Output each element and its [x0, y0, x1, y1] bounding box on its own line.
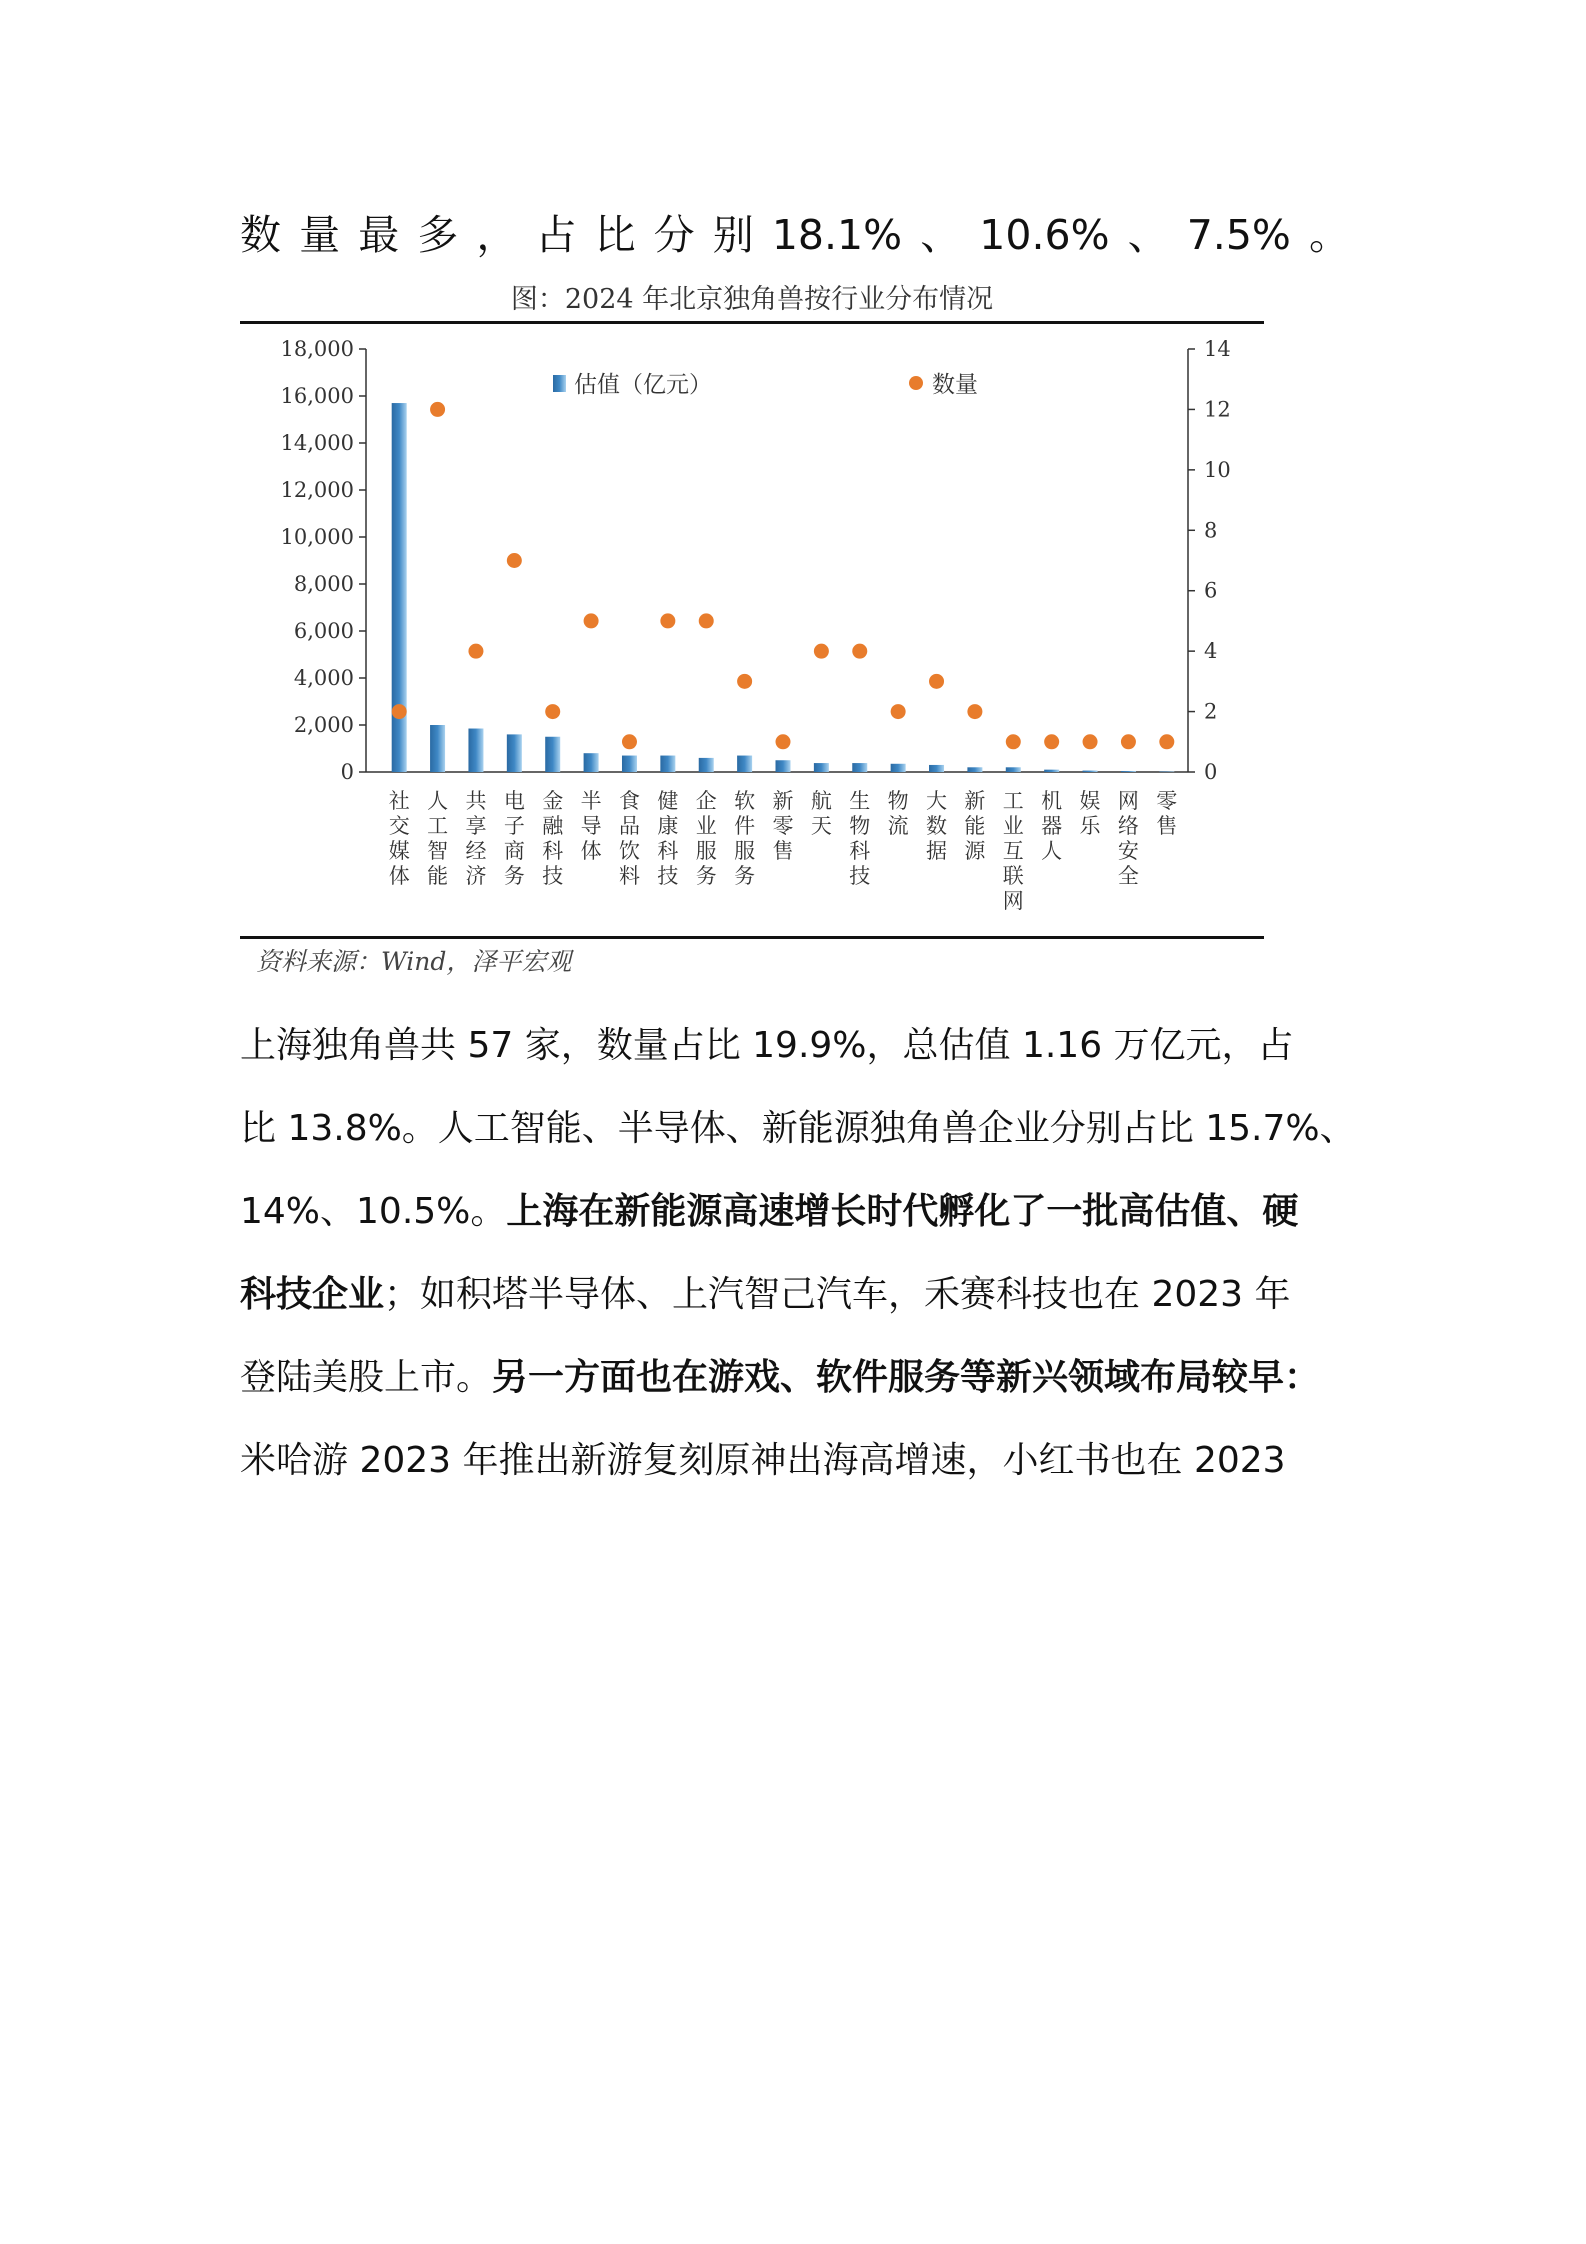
text: 上海独角兽共 57 家，数量占比 19.9%，总估值 1.16 万亿元，占 [240, 1025, 1294, 1066]
category-label-char: 体 [388, 864, 410, 888]
count-dot [660, 613, 675, 628]
category-label-char: 科 [849, 839, 871, 863]
unicorn-industry-chart [240, 325, 1264, 935]
valuation-bar [967, 767, 982, 772]
category-label-char: 半 [580, 789, 602, 813]
valuation-bar [1083, 771, 1098, 772]
category-labels [389, 789, 1178, 913]
valuation-bar [660, 756, 675, 772]
category-label-char: 工 [427, 814, 449, 838]
category-label-char: 技 [657, 864, 679, 888]
category-label-char: 务 [695, 864, 717, 888]
left-tick-label: 18,000 [280, 337, 354, 361]
figure-bottom-rule [240, 936, 1264, 939]
left-tick-label: 8,000 [293, 572, 354, 596]
intro-token: 18.1% [771, 211, 903, 259]
figure-title: 图：2024 年北京独角兽按行业分布情况 [510, 284, 994, 315]
bold-text: 上海在新能源高速增长时代孵化了一批高估值、硬 [506, 1191, 1299, 1232]
left-tick-label: 10,000 [280, 525, 354, 549]
valuation-bar [1159, 772, 1174, 773]
valuation-bar [1044, 770, 1059, 772]
right-tick-label: 14 [1204, 337, 1231, 361]
intro-token: 。 [1308, 211, 1350, 259]
count-dot [814, 644, 829, 659]
intro-token: 多 [417, 211, 459, 259]
category-label-char: 料 [618, 864, 640, 888]
right-tick-label: 2 [1204, 699, 1218, 724]
category-label-char: 大 [926, 789, 948, 813]
category-label-char: 网 [1002, 889, 1024, 913]
paragraph-line [240, 1087, 1355, 1170]
count-dot [622, 734, 637, 749]
paragraph-line [240, 1336, 1355, 1419]
category-label-char: 乐 [1079, 814, 1101, 838]
count-dot [545, 704, 560, 719]
category-label-char: 机 [1041, 789, 1063, 813]
category-label-char: 饮 [618, 839, 640, 863]
left-tick-label: 4,000 [293, 666, 354, 690]
category-label-char: 安 [1117, 839, 1139, 863]
valuation-bar [622, 756, 637, 772]
count-dot [430, 402, 445, 417]
category-label-char: 金 [542, 789, 564, 813]
right-tick-label: 10 [1204, 457, 1231, 482]
count-dot [1159, 734, 1174, 749]
category-label-char: 互 [1002, 839, 1024, 863]
valuation-bar [507, 734, 522, 772]
count-dot [1006, 734, 1021, 749]
count-dot [1121, 734, 1136, 749]
valuation-bars [392, 403, 1175, 772]
intro-token: 量 [299, 211, 341, 259]
bold-text: 另一方面也在游戏、软件服务等新兴领域布局较早： [492, 1357, 1321, 1398]
count-dot [507, 553, 522, 568]
category-label-char: 科 [657, 839, 679, 863]
valuation-bar [545, 737, 560, 772]
category-label-char: 娱 [1079, 789, 1101, 813]
category-label-char: 流 [887, 814, 909, 838]
category-label-char: 航 [810, 789, 832, 813]
right-tick-label: 0 [1204, 760, 1218, 784]
valuation-bar [584, 753, 599, 772]
category-label-char: 能 [964, 814, 986, 838]
category-label-char: 售 [772, 839, 794, 863]
category-label-char: 新 [964, 789, 986, 813]
category-label-char: 源 [964, 839, 986, 863]
intro-token: 、 [1127, 211, 1169, 259]
category-label-char: 件 [734, 814, 756, 838]
intro-token: 7.5% [1186, 211, 1291, 259]
category-label-char: 络 [1117, 814, 1139, 838]
left-tick-label: 2,000 [293, 713, 354, 737]
intro-token: 、 [920, 211, 962, 259]
category-label-char: 业 [1002, 814, 1024, 838]
count-dot [584, 613, 599, 628]
category-label-char: 物 [887, 789, 909, 813]
count-dot [891, 704, 906, 719]
paragraph-line [240, 1253, 1355, 1336]
count-dot [967, 704, 982, 719]
intro-token: 别 [712, 211, 754, 259]
category-label-char: 服 [695, 839, 717, 863]
left-tick-label: 14,000 [280, 431, 354, 455]
valuation-bar [814, 763, 829, 772]
chart-axes [281, 337, 1231, 784]
category-label-char: 健 [657, 789, 679, 813]
legend-count-label: 数量 [932, 372, 978, 398]
category-label-char: 能 [427, 864, 449, 888]
valuation-bar [776, 760, 791, 772]
category-label-char: 售 [1156, 814, 1178, 838]
category-label-char: 交 [388, 814, 410, 838]
left-tick-label: 12,000 [280, 478, 354, 502]
category-label-char: 人 [427, 789, 449, 813]
intro-token: 最 [358, 211, 400, 259]
figure-source: 资料来源：Wind，泽平宏观 [256, 947, 572, 976]
right-tick-label: 4 [1204, 639, 1218, 664]
category-label-char: 业 [695, 814, 717, 838]
category-label-char: 媒 [388, 839, 410, 863]
count-dot [1083, 734, 1098, 749]
category-label-char: 生 [849, 789, 871, 813]
category-label-char: 人 [1041, 839, 1063, 863]
valuation-bar [929, 765, 944, 772]
category-label-char: 器 [1041, 814, 1063, 838]
bold-text: 科技企业 [240, 1274, 385, 1315]
category-label-char: 融 [542, 814, 564, 838]
valuation-bar [1121, 771, 1136, 772]
category-label-char: 体 [580, 839, 602, 863]
category-label-char: 食 [618, 789, 640, 813]
category-label-char: 科 [542, 839, 564, 863]
count-dot [392, 704, 407, 719]
category-label-char: 导 [580, 814, 602, 838]
text: 米哈游 2023 年推出新游复刻原神出海高增速，小红书也在 2023 [240, 1440, 1286, 1481]
chart-legend [553, 372, 978, 398]
category-label-char: 技 [849, 864, 871, 888]
category-label-char: 康 [657, 814, 679, 838]
intro-token: 10.6% [979, 211, 1110, 259]
category-label-char: 零 [772, 814, 794, 838]
valuation-bar [430, 725, 445, 772]
category-label-char: 企 [695, 789, 717, 813]
intro-token: 比 [594, 211, 636, 259]
paragraph-line [240, 1419, 1355, 1502]
category-label-char: 济 [465, 864, 487, 888]
right-tick-label: 8 [1204, 518, 1218, 543]
category-label-char: 享 [465, 814, 487, 838]
category-label-char: 品 [618, 814, 640, 838]
valuation-bar [468, 729, 483, 772]
intro-token: 占 [535, 211, 577, 259]
category-label-char: 物 [849, 814, 871, 838]
category-label-char: 新 [772, 789, 794, 813]
category-label-char: 子 [503, 814, 525, 838]
legend-valuation-label: 估值（亿元） [574, 372, 712, 398]
count-dot [929, 674, 944, 689]
category-label-char: 全 [1117, 864, 1139, 888]
intro-token: ， [476, 211, 518, 259]
text: ；如积塔半导体、上汽智己汽车，禾赛科技也在 2023 年 [384, 1274, 1291, 1315]
count-dot [468, 644, 483, 659]
count-dot [852, 644, 867, 659]
category-label-char: 务 [734, 864, 756, 888]
category-label-char: 据 [926, 839, 948, 863]
category-label-char: 数 [926, 814, 948, 838]
intro-token: 分 [653, 211, 695, 259]
figure-top-rule [240, 321, 1264, 324]
text: 比 13.8%。人工智能、半导体、新能源独角兽企业分别占比 15.7%、 [240, 1108, 1356, 1149]
category-label-char: 天 [810, 814, 832, 838]
count-dot [737, 674, 752, 689]
intro-token: 数 [240, 211, 281, 259]
category-label-char: 经 [465, 839, 487, 863]
count-dots [392, 402, 1175, 749]
right-tick-label: 6 [1204, 578, 1218, 603]
category-label-char: 务 [503, 864, 525, 888]
right-tick-label: 12 [1204, 397, 1231, 422]
left-tick-label: 0 [340, 760, 354, 784]
left-tick-label: 16,000 [280, 384, 354, 408]
valuation-bar [737, 756, 752, 772]
paragraph-line [240, 1004, 1355, 1087]
category-label-char: 商 [503, 839, 525, 863]
count-dot [776, 734, 791, 749]
category-label-char: 零 [1156, 789, 1178, 813]
intro-line [240, 205, 1350, 265]
category-label-char: 社 [388, 789, 410, 813]
category-label-char: 服 [734, 839, 756, 863]
category-label-char: 电 [503, 789, 525, 813]
category-label-char: 智 [427, 839, 449, 863]
legend-bar-swatch [553, 375, 566, 392]
paragraph-line [240, 1170, 1355, 1253]
category-label-char: 共 [465, 789, 487, 813]
count-dot [1044, 734, 1059, 749]
valuation-bar [891, 764, 906, 772]
valuation-bar [1006, 767, 1021, 772]
text: 登陆美股上市。 [240, 1357, 493, 1398]
category-label-char: 网 [1117, 789, 1139, 813]
body-paragraph [240, 1004, 1355, 1502]
category-label-char: 软 [734, 789, 756, 813]
valuation-bar [699, 758, 714, 772]
count-dot [699, 613, 714, 628]
text: 14%、10.5%。 [240, 1191, 507, 1232]
category-label-char: 技 [542, 864, 564, 888]
left-tick-label: 6,000 [293, 619, 354, 643]
category-label-char: 工 [1002, 789, 1024, 813]
legend-dot-swatch [909, 376, 923, 390]
category-label-char: 联 [1002, 864, 1024, 888]
valuation-bar [852, 763, 867, 772]
